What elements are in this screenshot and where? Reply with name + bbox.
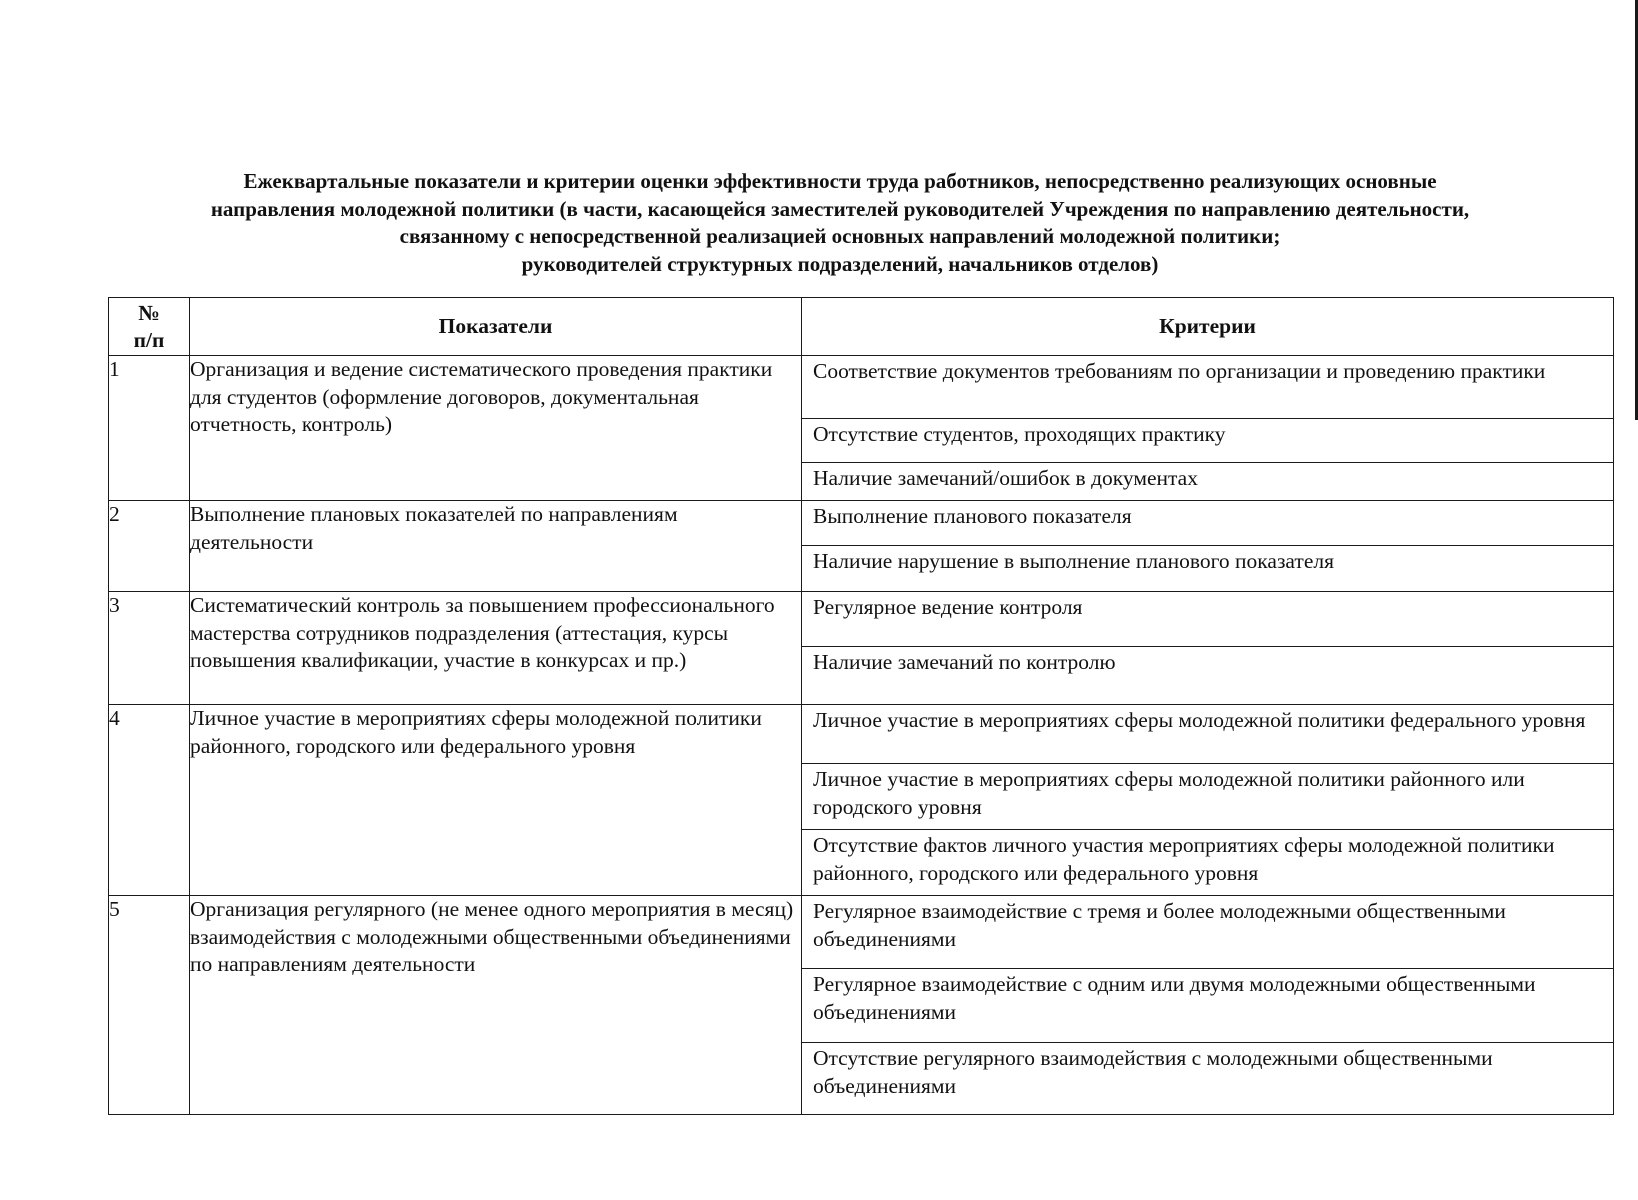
- title-line: руководителей структурных подразделений, начальников отделов): [521, 251, 1159, 276]
- document-title: [100, 168, 1580, 278]
- title-line: связанному с непосредственной реализацией основных направлений молодежной политики;: [399, 224, 1281, 248]
- row-number: 4: [109, 705, 190, 896]
- criterion: Личное участие в мероприятиях сферы молодежной политики районного или городского уровня: [802, 763, 1613, 829]
- title-line: направления молодежной политики (в части, касающейся заместителей руководителей Учреждения по направлению деятельности,: [210, 196, 1470, 221]
- row-criteria: [802, 592, 1614, 705]
- row-indicator: Организация регулярного (не менее одного мероприятия в месяц) взаимодействия с молодежными общественными объединениями по направлениям деятельности: [190, 896, 802, 1115]
- header-indicators: Показатели: [190, 298, 802, 356]
- row-criteria: [802, 705, 1614, 896]
- table-row: [109, 592, 1614, 705]
- table-row: [109, 896, 1614, 1115]
- row-criteria: [802, 896, 1614, 1115]
- criterion: Соответствие документов требованиям по организации и проведению практики: [813, 359, 1546, 383]
- row-number: 2: [109, 501, 190, 592]
- row-criteria: [802, 356, 1614, 501]
- row-indicator: Выполнение плановых показателей по направлениям деятельности: [190, 501, 802, 592]
- criterion: Наличие нарушение в выполнение планового показателя: [802, 545, 1613, 591]
- criterion: Регулярное взаимодействие с одним или двумя молодежными общественными объединениями: [802, 968, 1613, 1042]
- criterion: Отсутствие регулярного взаимодействия с молодежными общественными объединениями: [802, 1042, 1613, 1114]
- row-indicator: Систематический контроль за повышением профессионального мастерства сотрудников подразделения (аттестация, курсы повышения квалификации, участие в конкурсах и пр.): [190, 592, 802, 705]
- table-row: [109, 501, 1614, 592]
- criterion: Отсутствие фактов личного участия мероприятиях сферы молодежной политики районного, городского или федерального уровня: [802, 829, 1613, 895]
- row-criteria: [802, 501, 1614, 592]
- header-number-abbr: п/п: [133, 327, 165, 352]
- header-number-symbol: №: [138, 300, 160, 325]
- criterion: Наличие замечаний по контролю: [802, 646, 1613, 704]
- row-indicator: Личное участие в мероприятиях сферы молодежной политики районного, городского или федерального уровня: [190, 705, 802, 896]
- header-number: [109, 298, 190, 356]
- criterion: Регулярное взаимодействие с тремя и более молодежными общественными объединениями: [813, 899, 1506, 951]
- row-indicator: Организация и ведение систематического проведения практики для студентов (оформление договоров, документальная отчетность, контроль): [190, 356, 802, 501]
- criterion: Наличие замечаний/ошибок в документах: [802, 462, 1613, 500]
- criterion: Выполнение планового показателя: [813, 504, 1132, 528]
- header-criteria: Критерии: [802, 298, 1614, 356]
- row-number: 5: [109, 896, 190, 1115]
- title-line: Ежеквартальные показатели и критерии оценки эффективности труда работников, непосредственно реализующих основные: [243, 169, 1437, 193]
- criteria-table: [108, 297, 1614, 1115]
- table-header-row: [109, 298, 1614, 356]
- criterion: Отсутствие студентов, проходящих практику: [802, 418, 1613, 462]
- criterion: Регулярное ведение контроля: [813, 595, 1083, 619]
- table-row: [109, 356, 1614, 501]
- row-number: 1: [109, 356, 190, 501]
- criterion: Личное участие в мероприятиях сферы молодежной политики федерального уровня: [813, 708, 1586, 732]
- row-number: 3: [109, 592, 190, 705]
- table-row: [109, 705, 1614, 896]
